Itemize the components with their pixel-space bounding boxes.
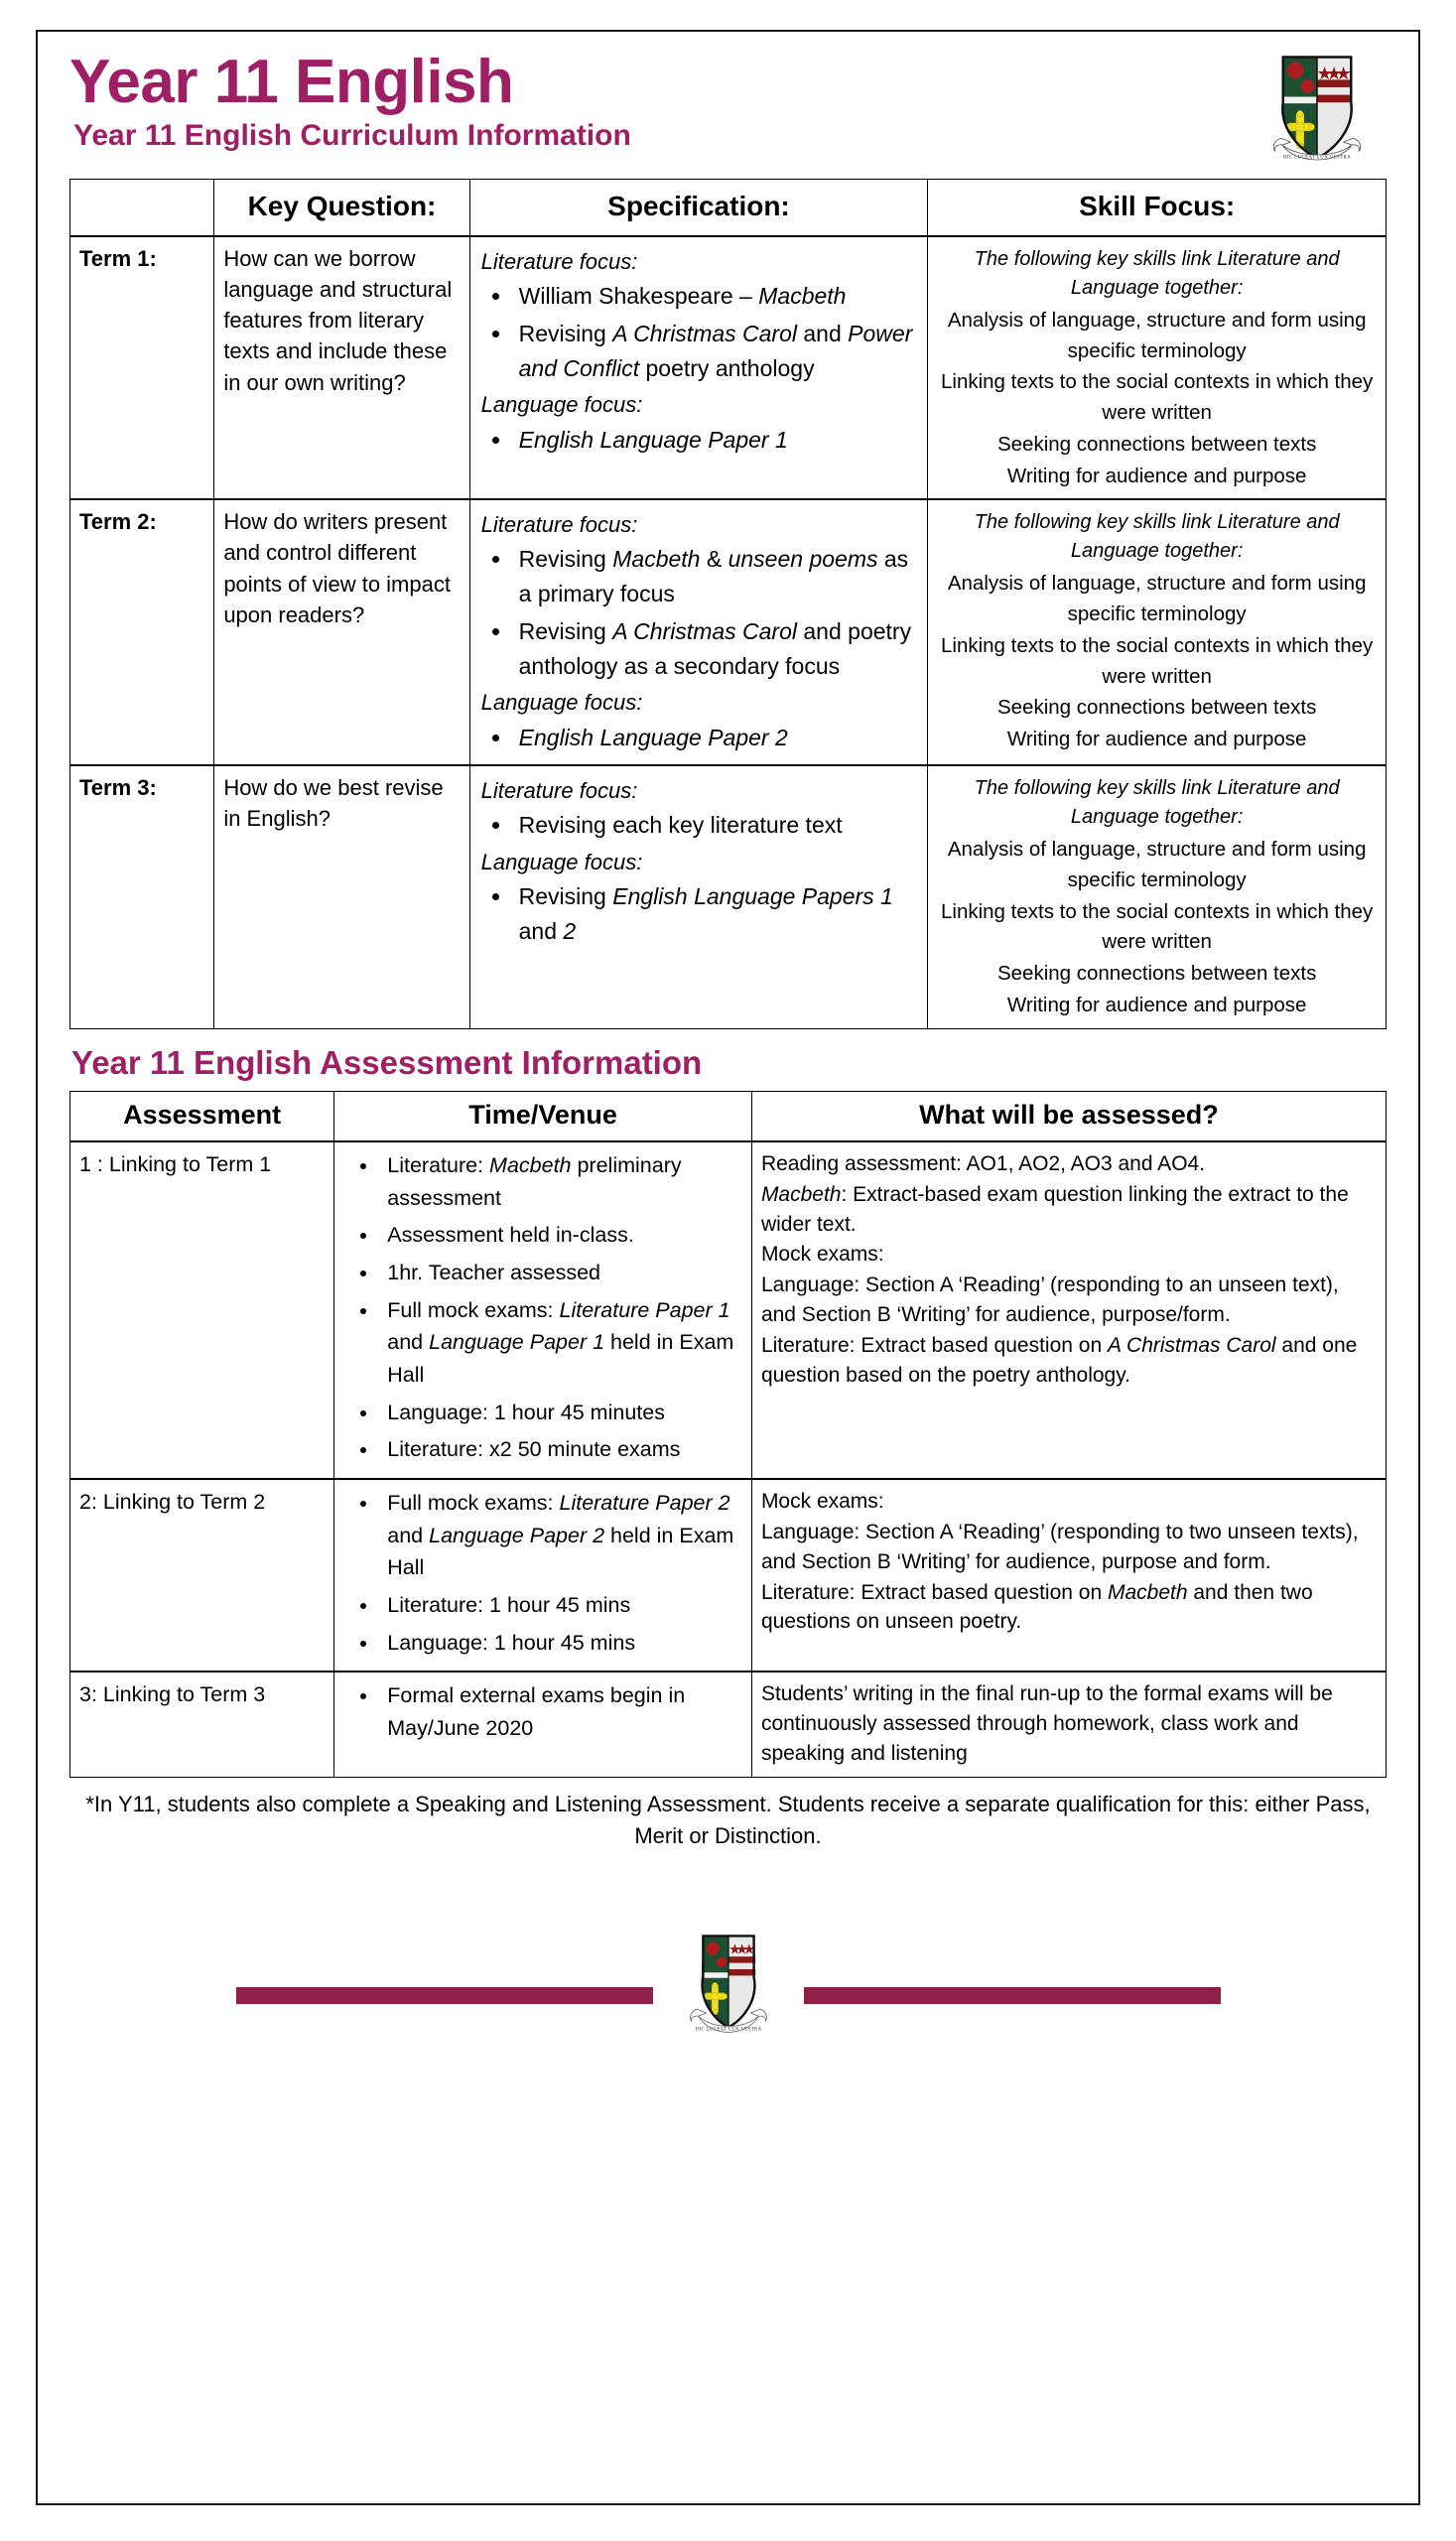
language-focus-list	[479, 423, 919, 458]
assessment-description-line: Mock exams:	[760, 1243, 884, 1267]
table-row	[70, 765, 1387, 1028]
skill-focus-line: Writing for audience and purpose	[1006, 464, 1307, 487]
footnote: *In Y11, students also complete a Speaking and Listening Assessment. Students receive a separate qualification for this: either Pass, Merit or Distinction.	[85, 1791, 1371, 1848]
skill-focus-line: Linking texts to the social contexts in which they were written	[941, 899, 1374, 954]
list-item: • Revising English Language Papers 1 and 2	[513, 879, 919, 948]
literature-focus-list	[479, 808, 919, 843]
key-question-text: How do we best revise in English?	[214, 765, 469, 1028]
list-item: • Revising A Christmas Carol and Power and Conflict poetry anthology	[513, 317, 919, 385]
skill-focus-line: Analysis of language, structure and form using specific terminology	[947, 572, 1367, 625]
page-title: Year 11 English	[69, 48, 514, 116]
document-header	[36, 30, 1420, 179]
skill-focus-intro: The following key skills link Literature and Language together:	[974, 511, 1340, 563]
skill-focus-line: Writing for audience and purpose	[1006, 993, 1307, 1016]
footer-bar-right	[804, 1987, 1221, 2004]
literature-focus-label: Literature focus:	[480, 778, 638, 804]
list-item: • Literature: Macbeth preliminary assessment	[379, 1149, 742, 1214]
literature-focus-label: Literature focus:	[480, 248, 638, 274]
footer-bar-left	[236, 1987, 653, 2004]
specification-cell	[469, 499, 928, 765]
skill-focus-line: Linking texts to the social contexts in which they were written	[941, 370, 1374, 424]
svg-text:HIC LUCEAT LUX VESTRA: HIC LUCEAT LUX VESTRA	[1282, 155, 1352, 161]
table-row	[70, 1672, 1387, 1777]
skill-focus-cell	[928, 236, 1387, 500]
table-row	[70, 1479, 1387, 1672]
assessment-table-wrapper	[36, 1091, 1420, 1778]
term-label: Term 3:	[70, 765, 214, 1028]
assessment-time-venue	[334, 1141, 752, 1479]
assessment-time-venue	[334, 1672, 752, 1777]
list-item: • Assessment held in-class.	[379, 1219, 742, 1252]
skill-focus-cell	[928, 765, 1387, 1028]
list-item: • Revising A Christmas Carol and poetry anthology as a secondary focus	[513, 614, 919, 683]
document-footer	[36, 1910, 1420, 2078]
assessment-description-line: Mock exams:	[760, 1490, 884, 1514]
assessment-description	[751, 1672, 1386, 1777]
list-item: • Revising Macbeth & unseen poems as a primary focus	[513, 542, 919, 610]
assessment-description-line: Students’ writing in the final run-up to the formal exams will be continuously assessed through homework, class work and speaking and listening	[760, 1682, 1333, 1766]
skill-focus-cell	[928, 499, 1387, 765]
skill-focus-line: Seeking connections between texts	[996, 696, 1317, 720]
specification-cell	[469, 236, 928, 500]
page-subtitle: Year 11 English Curriculum Information	[73, 119, 631, 152]
language-focus-list	[479, 879, 919, 948]
crest-motto: HIC LUCEAT LUX VESTRA	[695, 2027, 761, 2033]
language-focus-label: Language focus:	[480, 392, 643, 418]
assessment-description	[751, 1479, 1386, 1672]
language-focus-list	[479, 721, 919, 755]
school-crest-icon	[1269, 48, 1365, 165]
skill-focus-line: Writing for audience and purpose	[1006, 728, 1307, 750]
language-focus-label: Language focus:	[480, 849, 643, 874]
assessment-name: 1 : Linking to Term 1	[70, 1141, 334, 1479]
language-focus-label: Language focus:	[480, 690, 643, 716]
literature-focus-list	[479, 542, 919, 683]
list-item: • Formal external exams begin in May/June 2020	[379, 1679, 742, 1744]
curriculum-table-wrapper	[36, 179, 1420, 1029]
col-header-key-question: Key Question:	[214, 180, 469, 236]
list-item: • English Language Paper 2	[513, 721, 919, 755]
table-row	[70, 236, 1387, 500]
list-item: • Language: 1 hour 45 mins	[379, 1627, 742, 1660]
skill-focus-line: Seeking connections between texts	[996, 962, 1317, 986]
school-crest-icon	[689, 1926, 768, 2053]
assessment-header-row	[70, 1092, 1387, 1142]
list-item: • William Shakespeare – Macbeth	[513, 279, 919, 314]
table-header-row	[70, 180, 1387, 236]
term-label: Term 2:	[70, 499, 214, 765]
literature-focus-label: Literature focus:	[480, 512, 638, 538]
table-row	[70, 1141, 1387, 1479]
assessment-time-venue	[334, 1479, 752, 1672]
skill-focus-line: Analysis of language, structure and form using specific terminology	[947, 838, 1367, 891]
list-item: • English Language Paper 1	[513, 423, 919, 458]
col-header-time-venue: Time/Venue	[334, 1092, 752, 1142]
assessment-description-line: Language: Section A ‘Reading’ (responding to an unseen text), and Section B ‘Writing’ for audience, purpose/form.	[760, 1273, 1339, 1327]
list-item: • 1hr. Teacher assessed	[379, 1257, 742, 1289]
col-header-assessment: Assessment	[70, 1092, 334, 1142]
key-question-text: How do writers present and control different points of view to impact upon readers?	[214, 499, 469, 765]
term-label: Term 1:	[70, 236, 214, 500]
curriculum-table	[69, 179, 1387, 1029]
skill-focus-line: Analysis of language, structure and form using specific terminology	[947, 308, 1367, 362]
list-item: • Full mock exams: Literature Paper 2 and Language Paper 2 held in Exam Hall	[379, 1487, 742, 1584]
assessment-name: 2: Linking to Term 2	[70, 1479, 334, 1672]
assessment-name: 3: Linking to Term 3	[70, 1672, 334, 1777]
key-question-text: How can we borrow language and structural features from literary texts and include these in our own writing?	[214, 236, 469, 500]
assessment-description-line: Language: Section A ‘Reading’ (responding to two unseen texts), and Section B ‘Writing’ for audience, purpose and form.	[760, 1520, 1359, 1573]
assessment-description	[751, 1141, 1386, 1479]
specification-cell	[469, 765, 928, 1028]
col-header-what-assessed: What will be assessed?	[751, 1092, 1386, 1142]
list-item: • Literature: x2 50 minute exams	[379, 1433, 742, 1466]
assessment-description-line: Macbeth: Extract-based exam question linking the extract to the wider text.	[760, 1182, 1349, 1236]
list-item: • Full mock exams: Literature Paper 1 and Language Paper 1 held in Exam Hall	[379, 1294, 742, 1392]
assessment-description-line: Literature: Extract based question on A Christmas Carol and one question based on the poetry anthology.	[760, 1333, 1358, 1387]
time-venue-list	[343, 1679, 742, 1744]
time-venue-list	[343, 1487, 742, 1659]
list-item: • Literature: 1 hour 45 mins	[379, 1589, 742, 1622]
col-header-blank	[70, 180, 214, 236]
table-row	[70, 499, 1387, 765]
col-header-skill-focus: Skill Focus:	[928, 180, 1387, 236]
assessment-description-line: Reading assessment: AO1, AO2, AO3 and AO4.	[760, 1152, 1206, 1176]
assessment-section-heading: Year 11 English Assessment Information	[71, 1043, 703, 1081]
assessment-description-line: Literature: Extract based question on Macbeth and then two questions on unseen poetry.	[760, 1580, 1313, 1634]
col-header-specification: Specification:	[469, 180, 928, 236]
time-venue-list	[343, 1149, 742, 1466]
list-item: • Revising each key literature text	[513, 808, 919, 843]
skill-focus-intro: The following key skills link Literature and Language together:	[974, 777, 1340, 829]
list-item: • Language: 1 hour 45 minutes	[379, 1397, 742, 1429]
literature-focus-list	[479, 279, 919, 386]
skill-focus-line: Seeking connections between texts	[996, 432, 1317, 456]
assessment-table	[69, 1091, 1387, 1778]
skill-focus-line: Linking texts to the social contexts in which they were written	[941, 633, 1374, 688]
skill-focus-intro: The following key skills link Literature and Language together:	[974, 247, 1340, 299]
